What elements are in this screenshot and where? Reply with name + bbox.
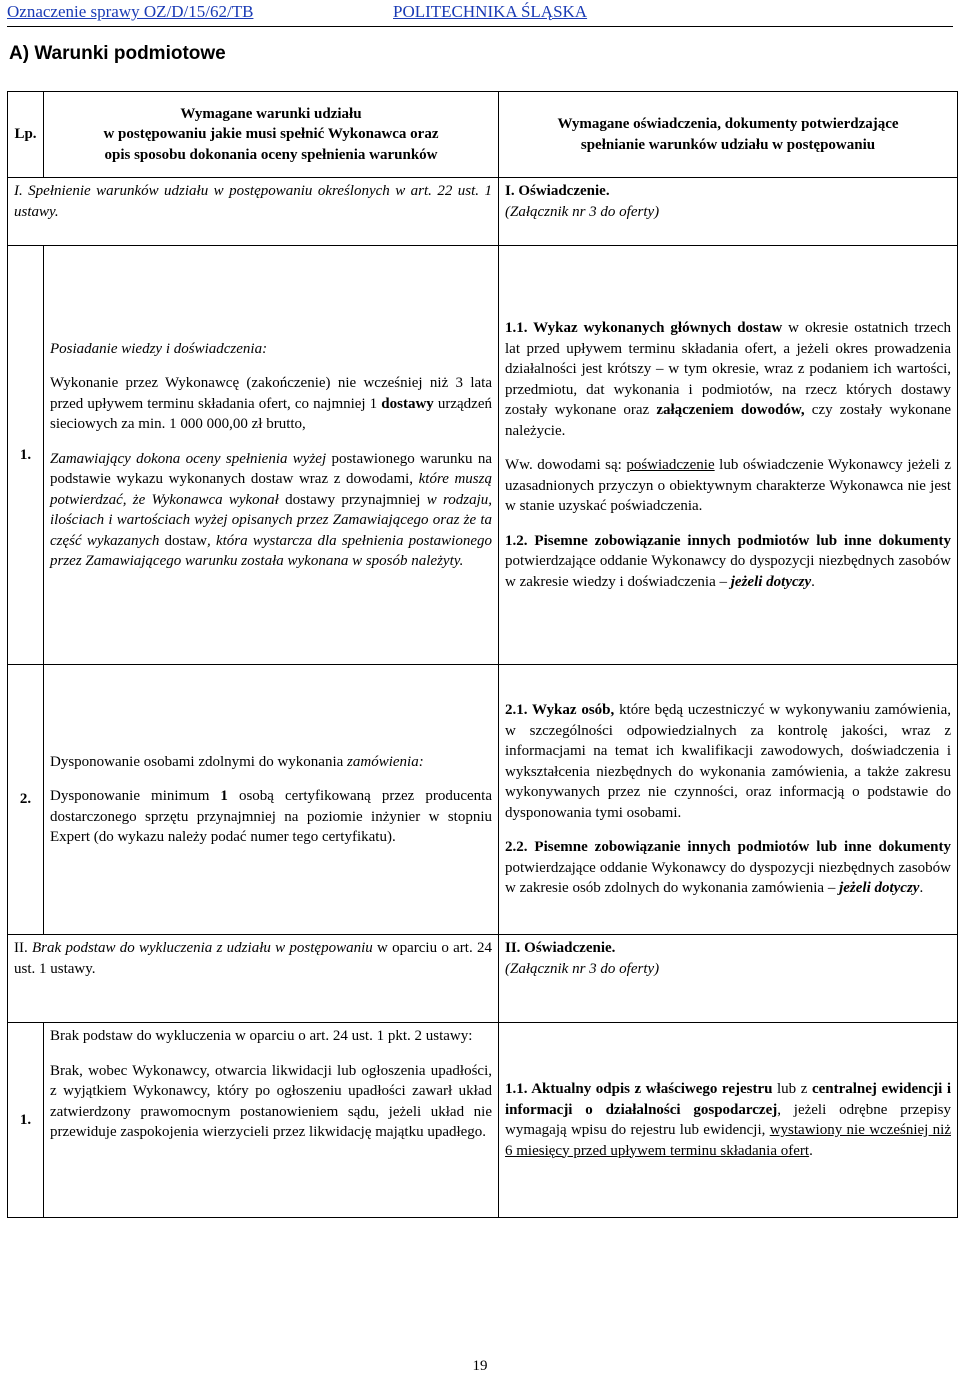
row-2-heading — [50, 752, 492, 773]
text: lub z — [772, 1081, 812, 1097]
text-bold: 1.1. Aktualny odpis z właściwego rejestru — [505, 1081, 773, 1097]
doc-2-1 — [505, 700, 951, 823]
row-3 — [8, 1023, 958, 1218]
row-2-documents — [499, 665, 958, 935]
row-1-requirement — [50, 373, 492, 435]
text-italic: które muszą potwierdzać, że Wykonawca wykonał — [50, 471, 492, 508]
text: Dysponowanie minimum — [50, 788, 221, 804]
row-1-documents — [499, 246, 958, 665]
header-conditions-line: w postępowaniu jakie musi spełnić Wykonawca oraz — [103, 126, 439, 143]
section-1-left — [8, 178, 499, 246]
row-3-number: 1. — [8, 1023, 44, 1218]
text-bold: 1 — [220, 788, 228, 804]
header-documents-line: spełnianie warunków udziału w postępowaniu — [580, 136, 876, 153]
text: potwierdzające oddanie Wykonawcy do dyspozycji niezbędnych zasobów w zakresie wiedzy i doświadczenia – — [505, 553, 951, 590]
text-italic: Brak podstaw do wykluczenia z udziału w postępowaniu — [32, 940, 373, 956]
row-2 — [8, 665, 958, 935]
text: dostawy przynajmniej — [285, 491, 427, 508]
text-underlined: poświadczenie — [626, 457, 715, 473]
section-2-right — [499, 935, 958, 1023]
section-1-label: I. Spełnienie warunków udziału w postępowaniu określonych w art. 22 ust. 1 ustawy. — [14, 183, 492, 220]
row-3-heading: Brak podstaw do wykluczenia w oparciu o art. 24 ust. 1 pkt. 2 ustawy: — [50, 1028, 473, 1044]
text: postawionego warunku na podstawie wykazu wykonanych dostaw wraz z dowodami, — [50, 450, 492, 487]
row-3-text: Brak, wobec Wykonawcy, otwarcia likwidacji lub ogłoszenia upadłości, z wyjątkiem Wykonawcy, który po ogłoszeniu upadłości zawarł układ zatwierdzony prawomocnym postanowieniem sądu, jeżeli układ nie przewiduje zaspokojenia wierzycieli przez likwidację majątku upadłego. — [50, 1062, 492, 1140]
section-1-attachment: (Załącznik nr 3 do oferty) — [505, 203, 660, 220]
text: II. — [14, 940, 33, 956]
row-1-number: 1. — [8, 246, 44, 665]
header-documents-line: Wymagane oświadczenia, dokumenty potwierdzające — [557, 116, 899, 132]
text: w okresie ostatnich trzech lat przed upływem terminu składania ofert, a jeżeli okres prowadzenia działalności jest krótszy – w tym okresie, wraz z podaniem ich wartości, przedmiotu, dat wykonania i podmiotów, na rzecz których dostawy zostały wykonane oraz — [505, 320, 951, 418]
text-bold: dostawy — [381, 395, 434, 412]
header-conditions-line: Wymagane warunki udziału — [180, 105, 362, 122]
row-2-number: 2. — [8, 665, 44, 935]
doc-1-1-evidence — [505, 455, 951, 517]
text-bold: załączeniem dowodów, — [656, 402, 805, 418]
case-number-link[interactable]: Oznaczenie sprawy OZ/D/15/62/TB — [7, 2, 254, 21]
text: dostaw — [164, 532, 208, 549]
doc-1-1 — [505, 318, 951, 441]
section-title: A) Warunki podmiotowe — [9, 43, 226, 64]
row-1-assessment — [50, 449, 492, 572]
text: czy zostały wykonane należycie. — [505, 402, 952, 439]
text: które będą uczestniczyć w wykonywaniu zamówienia, w szczególności odpowiedzialnych za kontrolę jakości, wraz z informacjami na temat ich kwalifikacji zawodowych, doświadczenia i wykształcenia niezbędnych do wykonania zamówienia, a także zakresu wykonywanych przez nie czynności, oraz informacją o podstawie do dysponowania tymi osobami. — [505, 702, 952, 821]
row-1 — [8, 246, 958, 665]
section-1-row — [8, 178, 958, 246]
table-header-row — [8, 92, 958, 178]
text: . — [919, 880, 924, 897]
section-2-left — [8, 935, 499, 1023]
text: urządzeń sieciowych za min. 1 000 000,00 zł brutto, — [50, 395, 492, 432]
text-bold: centralnej ewidencji i informacji o działalności gospodarczej — [505, 1081, 951, 1118]
text: . — [809, 1142, 813, 1159]
header-documents — [499, 92, 958, 178]
text: Dysponowanie osobami zdolnymi do wykonania — [50, 753, 348, 770]
row-1-heading: Posiadanie wiedzy i doświadczenia: — [50, 340, 268, 357]
text-bold: 1.1. Wykaz wykonanych głównych dostaw — [505, 320, 783, 336]
text-italic: zamówienia: — [347, 753, 424, 770]
section-2-statement: II. Oświadczenie. — [505, 940, 616, 956]
section-2-row — [8, 935, 958, 1023]
doc-1-2 — [505, 531, 951, 593]
text: Ww. dowodami są: — [505, 457, 627, 473]
header-conditions — [44, 92, 499, 178]
row-2-conditions — [44, 665, 499, 935]
text: , jeżeli odrębne przepisy wymagają wpisu do rejestru lub ewidencji, — [505, 1101, 951, 1138]
header-conditions-line: opis sposobu dokonania oceny spełnienia warunków — [104, 146, 438, 163]
doc-2-2 — [505, 837, 951, 899]
text: . — [811, 573, 815, 590]
row-2-requirement — [50, 786, 492, 848]
text-italic: Zamawiający dokona oceny spełnienia wyżej — [50, 450, 332, 467]
text: Wykonanie przez Wykonawcę (zakończenie) nie wcześniej niż 3 lata przed upływem terminu składania ofert, co najmniej 1 — [50, 375, 492, 412]
doc-ii-1-1 — [505, 1079, 951, 1161]
row-3-documents — [499, 1023, 958, 1218]
text: lub oświadczenie Wykonawcy jeżeli z uzasadnionych przyczyn o obiektywnym charakterze Wykonawca nie jest w stanie uzyskać poświadczenia. — [505, 457, 951, 514]
text-bold-italic: jeżeli dotyczy — [730, 573, 812, 590]
text: w oparciu o art. 24 ust. 1 ustawy. — [14, 940, 492, 977]
section-1-right — [499, 178, 958, 246]
section-1-statement: I. Oświadczenie. — [505, 183, 610, 199]
text-italic: , która wystarcza dla spełnienia postawionego przez Zamawiającego warunku została wykonana w sposób należyty. — [50, 532, 493, 569]
text: potwierdzające oddanie Wykonawcy do dyspozycji niezbędnych zasobów w zakresie osób zdolnych do wykonania zamówienia – — [505, 859, 951, 897]
text-italic: w rodzaju, ilościach i wartościach wyżej opisanych przez Zamawiającego oraz że ta część wykazanych — [50, 491, 492, 549]
conditions-table — [7, 91, 958, 1218]
header-lp: Lp. — [8, 92, 44, 178]
page-number: 19 — [472, 1358, 488, 1374]
section-2-attachment: (Załącznik nr 3 do oferty) — [505, 960, 660, 977]
row-3-conditions — [44, 1023, 499, 1218]
page-header — [7, 0, 953, 27]
text-bold: 2.1. Wykaz osób, — [505, 702, 615, 719]
institution-link[interactable]: POLITECHNIKA ŚLĄSKA — [393, 2, 588, 21]
text-bold: 2.2. Pisemne zobowiązanie innych podmiotów lub inne dokumenty — [505, 839, 951, 856]
text: osobą certyfikowaną przez producenta dostarczonego sprzętu przynajmniej na poziomie inżynier w stopniu Expert (do wykazu należy podać numer tego certyfikatu). — [50, 788, 492, 845]
row-1-conditions — [44, 246, 499, 665]
text-bold-italic: jeżeli dotyczy — [839, 880, 920, 897]
text-bold: 1.2. Pisemne zobowiązanie innych podmiotów lub inne dokumenty — [505, 532, 951, 549]
text-underlined: wystawiony nie wcześniej niż 6 miesięcy przed upływem terminu składania ofert — [505, 1122, 951, 1159]
